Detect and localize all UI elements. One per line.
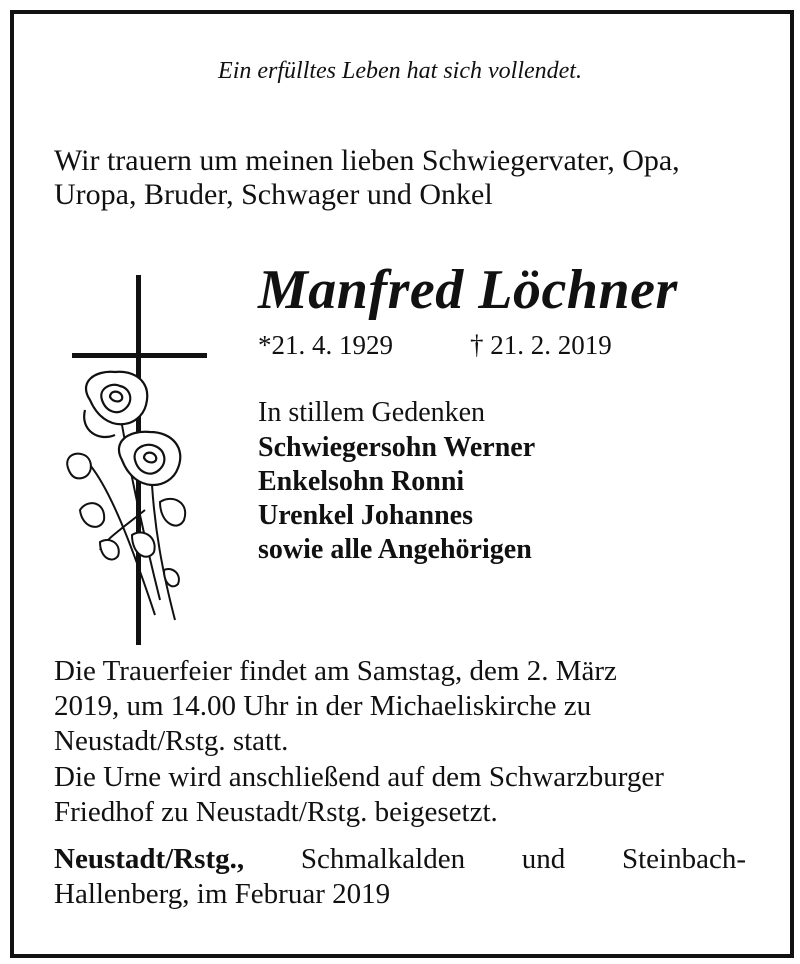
motto: Ein erfülltes Leben hat sich vollendet.	[218, 58, 582, 84]
mourner-4: sowie alle Angehörigen	[258, 534, 532, 565]
intro-text	[54, 144, 754, 212]
mourner-2: Enkelsohn Ronni	[258, 466, 465, 497]
signature-word-3: Steinbach-	[621, 843, 746, 875]
signature	[54, 842, 746, 912]
signature-word-2: und	[521, 843, 566, 875]
deceased-name: Manfred Löchner	[258, 259, 678, 321]
urn-line-2: Friedhof zu Neustadt/Rstg. beigesetzt.	[54, 796, 498, 828]
memorial-heading: In stillem Gedenken	[258, 397, 486, 428]
signature-place: Neustadt/Rstg.,	[54, 843, 245, 875]
cross-with-roses-icon	[60, 270, 220, 650]
signature-line-1	[54, 842, 746, 877]
intro-line-2: Uropa, Bruder, Schwager und Onkel	[54, 178, 493, 211]
signature-word-1: Schmalkalden	[300, 843, 466, 875]
signature-line-2: Hallenberg, im Februar 2019	[54, 878, 391, 910]
funeral-info	[54, 654, 754, 759]
intro-line-1: Wir trauern um meinen lieben Schwiegervater, Opa,	[54, 144, 680, 177]
funeral-line-3: Neustadt/Rstg. statt.	[54, 725, 289, 757]
mourner-1: Schwiegersohn Werner	[258, 432, 536, 463]
death-date: † 21. 2. 2019	[470, 330, 612, 360]
urn-line-1: Die Urne wird anschließend auf dem Schwarzburger	[54, 761, 664, 793]
funeral-line-1: Die Trauerfeier findet am Samstag, dem 2. März	[54, 655, 617, 687]
mourner-3: Urenkel Johannes	[258, 500, 473, 531]
funeral-line-2: 2019, um 14.00 Uhr in der Michaeliskirche zu	[54, 690, 592, 722]
birth-date: *21. 4. 1929	[258, 330, 393, 360]
urn-info	[54, 760, 754, 830]
